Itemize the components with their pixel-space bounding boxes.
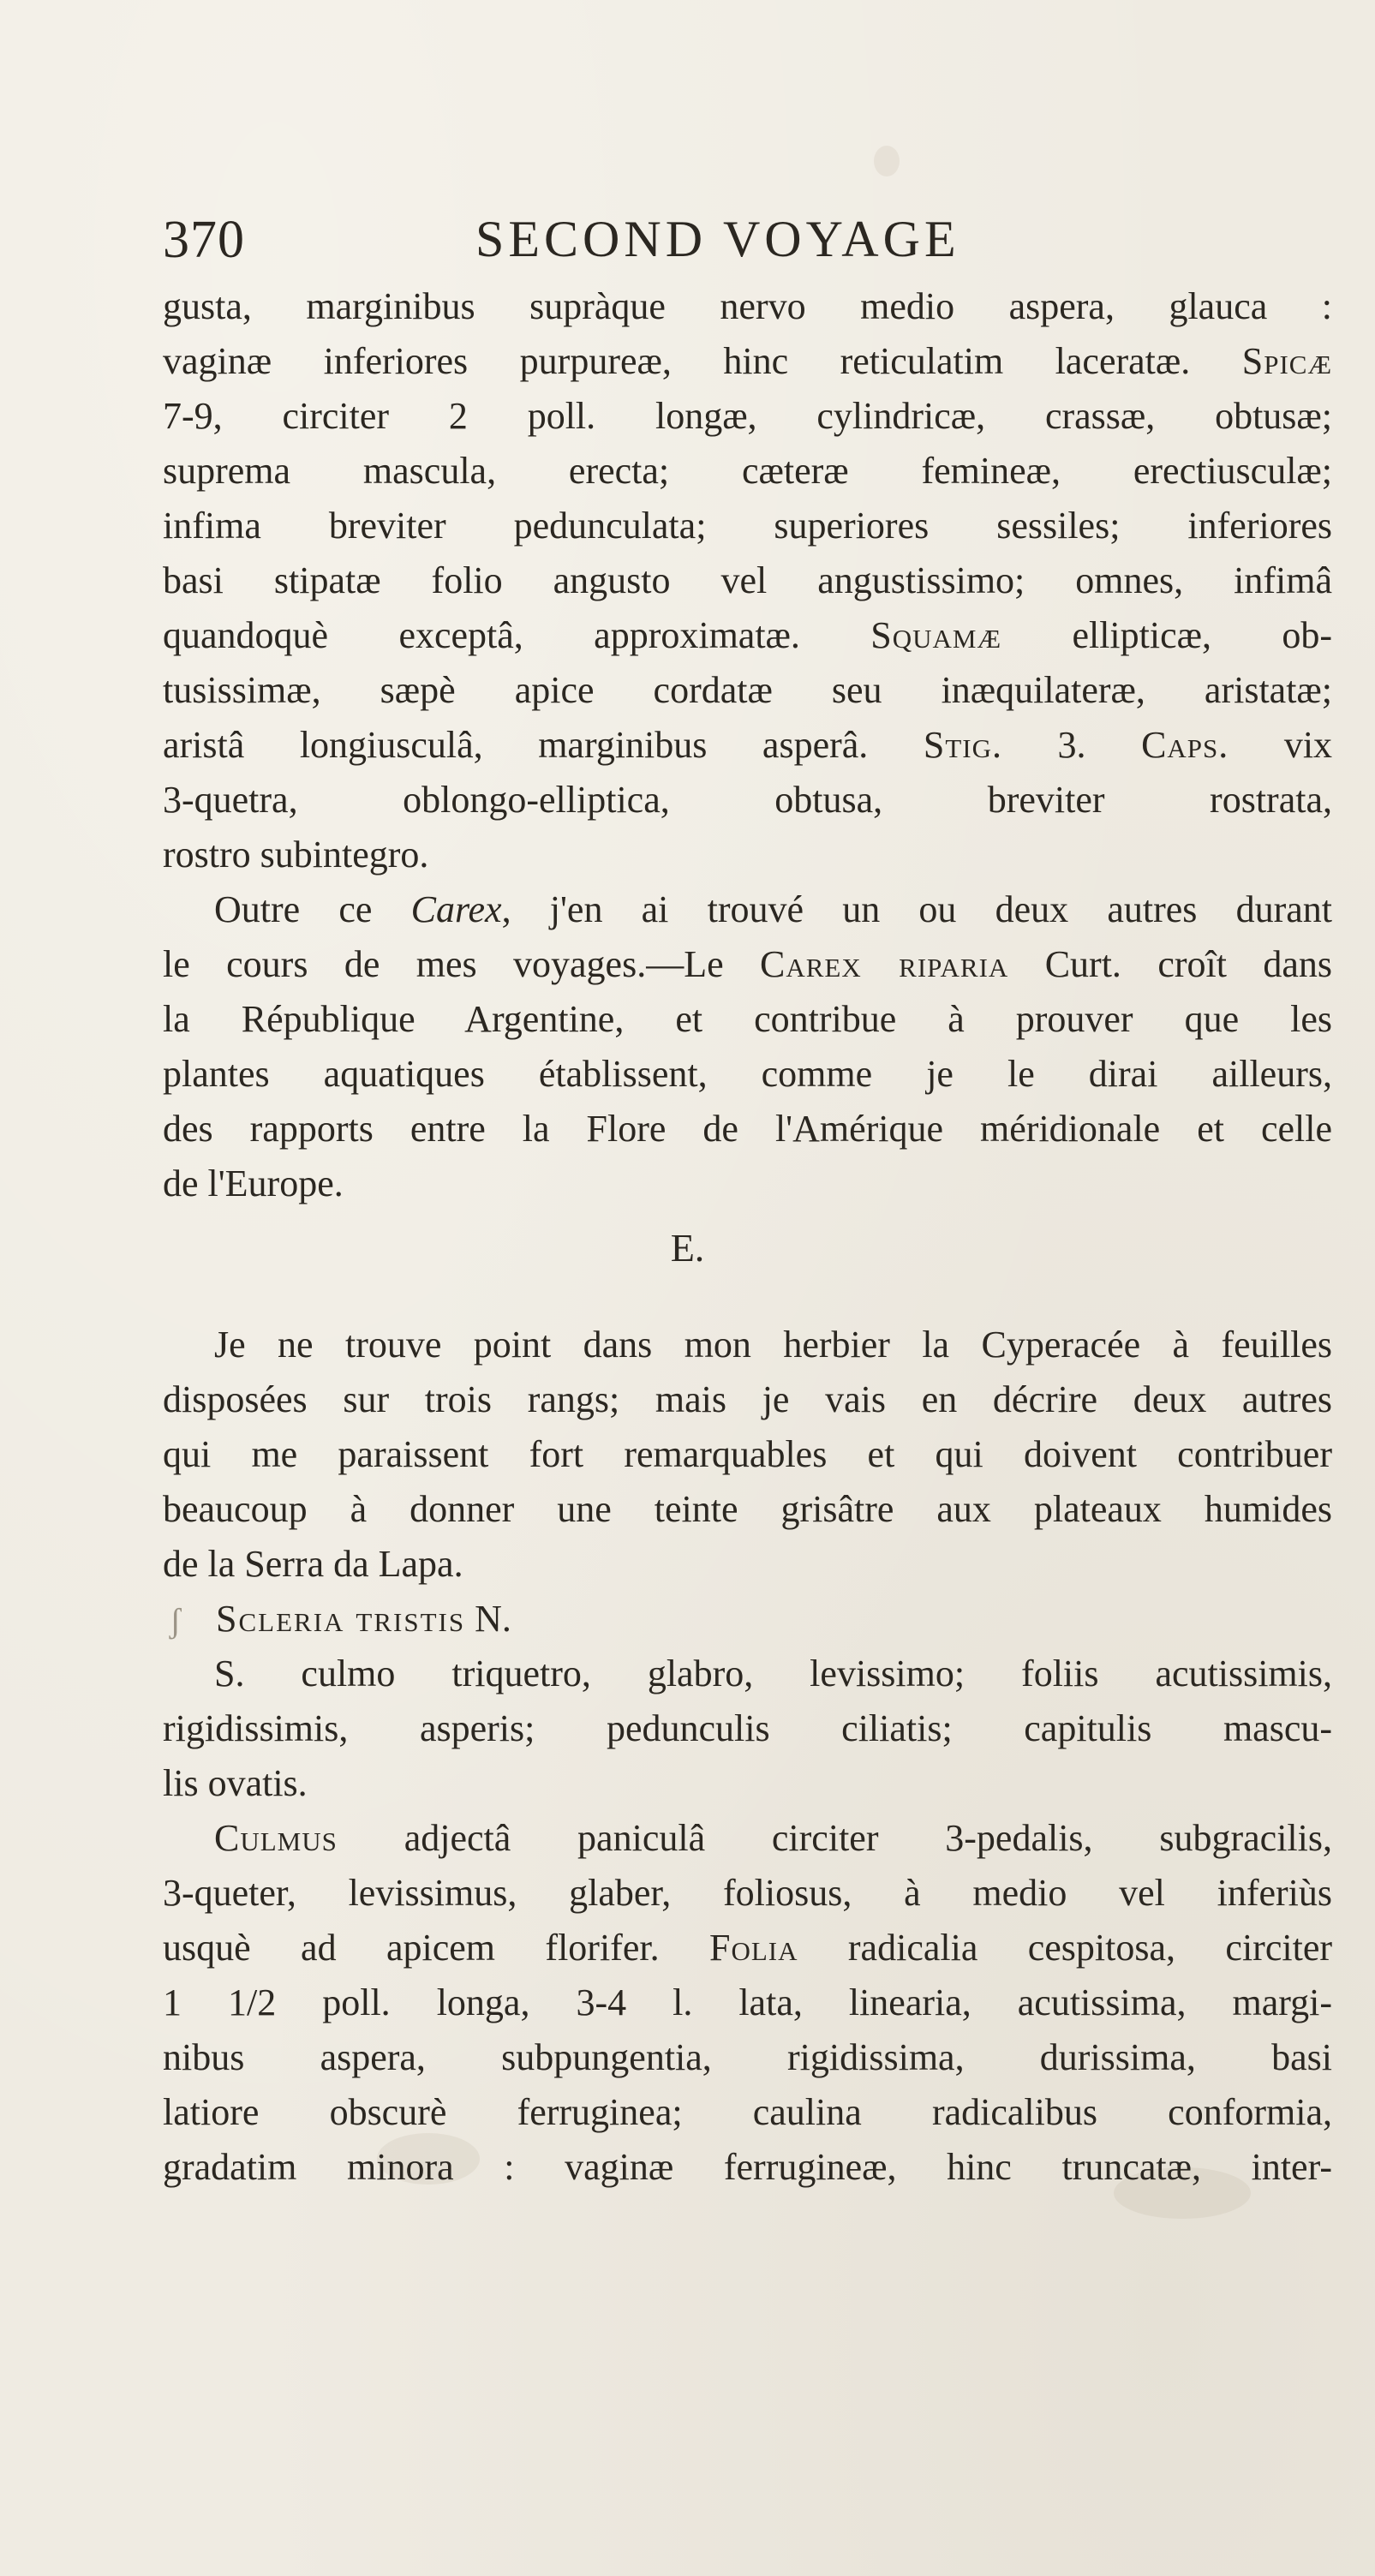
- text-line: des rapports entre la Flore de l'Amérique méridionale et celle: [163, 1108, 1332, 1150]
- text-line: nibus aspera, subpungentia, rigidissima, durissima, basi: [163, 2036, 1332, 2078]
- text-line: aristâ longiusculâ, marginibus asperâ. Stig. 3. Caps. vix: [163, 724, 1333, 766]
- text-line: plantes aquatiques établissent, comme je le dirai ailleurs,: [163, 1053, 1332, 1095]
- text-line: 3-quetra, oblongo-elliptica, obtusa, breviter rostrata,: [163, 779, 1332, 821]
- text-line: 1 1/2 poll. longa, 3-4 l. lata, linearia, acutissima, margi-: [163, 1981, 1332, 2023]
- text-line: rigidissimis, asperis; pedunculis ciliatis; capitulis mascu-: [163, 1707, 1332, 1749]
- text-line: le cours de mes voyages.—Le Carex riparia Curt. croît dans: [163, 943, 1332, 985]
- text-line: la République Argentine, et contribue à prouver que les: [163, 998, 1332, 1040]
- text-line: vaginæ inferiores purpureæ, hinc reticulatim laceratæ. Spicæ: [163, 340, 1333, 382]
- pencil-mark: ʃ: [170, 1601, 182, 1640]
- text-line: S. culmo triquetro, glabro, levissimo; foliis acutissimis,: [214, 1653, 1332, 1694]
- text-line: beaucoup à donner une teinte grisâtre aux plateaux humides: [163, 1488, 1332, 1530]
- text-line: infima breviter pedunculata; superiores sessiles; inferiores: [163, 505, 1332, 547]
- text-line: 7-9, circiter 2 poll. longæ, cylindricæ, crassæ, obtusæ;: [163, 395, 1332, 437]
- text-line: tusissimæ, sæpè apice cordatæ seu inæquilateræ, aristatæ;: [163, 669, 1332, 711]
- section-heading: E.: [670, 1226, 705, 1270]
- text-line: disposées sur trois rangs; mais je vais en décrire deux autres: [163, 1378, 1332, 1420]
- text-line: gusta, marginibus supràque nervo medio aspera, glauca :: [163, 285, 1332, 327]
- text-line: rostro subintegro.: [163, 834, 429, 876]
- text-line: 3-queter, levissimus, glaber, foliosus, à medio vel inferiùs: [163, 1872, 1332, 1914]
- paper-stain: [874, 146, 900, 176]
- text-line: de la Serra da Lapa.: [163, 1543, 463, 1585]
- running-head: [163, 210, 1174, 278]
- text-line: Je ne trouve point dans mon herbier la Cyperacée à feuilles: [214, 1324, 1332, 1366]
- text-line: Outre ce Carex, j'en ai trouvé un ou deux autres durant: [214, 888, 1332, 930]
- species-heading: Scleria tristis N.: [216, 1598, 511, 1640]
- text-line: suprema mascula, erecta; cæteræ femineæ, erectiusculæ;: [163, 450, 1332, 492]
- text-line: gradatim minora : vaginæ ferrugineæ, hinc truncatæ, inter-: [163, 2146, 1332, 2188]
- text-line: basi stipatæ folio angusto vel angustissimo; omnes, infimâ: [163, 559, 1332, 601]
- text-line: usquè ad apicem florifer. Folia radicalia cespitosa, circiter: [163, 1927, 1332, 1969]
- text-line: Culmus adjectâ paniculâ circiter 3-pedalis, subgracilis,: [214, 1817, 1332, 1859]
- text-line: quandoquè exceptâ, approximatæ. Squamæ ellipticæ, ob-: [163, 614, 1333, 656]
- text-line: de l'Europe.: [163, 1162, 344, 1204]
- book-title: SECOND VOYAGE: [475, 211, 960, 267]
- text-line: qui me paraissent fort remarquables et qui doivent contribuer: [163, 1433, 1332, 1475]
- page-number: 370: [163, 211, 245, 269]
- text-line: lis ovatis.: [163, 1762, 308, 1804]
- text-line: latiore obscurè ferruginea; caulina radicalibus conformia,: [163, 2091, 1332, 2133]
